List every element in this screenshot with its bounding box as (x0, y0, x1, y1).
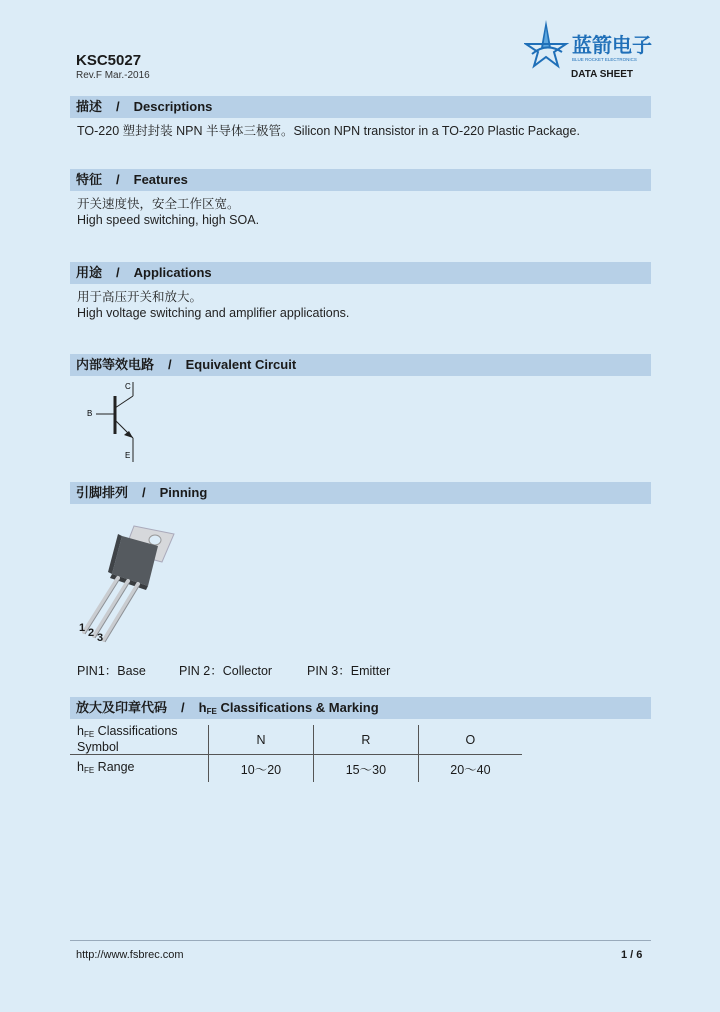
section-en-rest: Classifications & Marking (216, 700, 379, 715)
descriptions-text: TO-220 塑封封装 NPN 半导体三极管。Silicon NPN transistor in a TO-220 Plastic Package. (77, 124, 580, 138)
brand-logo (524, 18, 654, 70)
section-en-sub: FE (206, 707, 217, 716)
section-classification-header (70, 697, 651, 719)
pin-number-2: 2 (88, 627, 95, 639)
section-en-prefix: h (198, 700, 207, 715)
section-en: Descriptions (133, 99, 213, 114)
footer-url-link[interactable]: http://www.fsbrec.com (76, 949, 184, 961)
collector-label: C (125, 382, 131, 391)
applications-text-cn: 用于高压开关和放大。 (77, 290, 203, 304)
label-h: h (77, 759, 84, 774)
revision: Rev.F Mar.-2016 (76, 70, 150, 81)
section-en: Applications (133, 265, 212, 280)
section-cn: 引脚排列 (76, 485, 129, 500)
features-text-cn: 开关速度快，安全工作区宽。 (77, 197, 240, 211)
section-applications-header (70, 262, 651, 284)
label-sub: FE (83, 765, 95, 775)
section-cn: 放大及印章代码 (76, 700, 168, 715)
pin-number-3: 3 (97, 632, 104, 644)
pin-number-1: 1 (79, 622, 86, 634)
section-circuit-header (70, 354, 651, 376)
section-en: Pinning (159, 485, 208, 500)
section-cn: 内部等效电路 (76, 357, 155, 372)
pin1-label: PIN1：Base (77, 664, 146, 678)
section-sep: / (168, 357, 172, 372)
doc-type: DATA SHEET (571, 69, 634, 80)
label-h: h (77, 724, 84, 738)
applications-text-en: High voltage switching and amplifier applications. (77, 306, 350, 320)
section-en: Features (133, 172, 188, 187)
table-row (70, 755, 522, 783)
section-sep: / (116, 172, 120, 187)
features-text-en: High speed switching, high SOA. (77, 213, 260, 227)
section-pinning-header (70, 482, 651, 504)
row-label-symbol (70, 725, 209, 755)
table-cell: O (418, 725, 522, 755)
section-cn: 用途 (76, 265, 103, 280)
section-cn: 描述 (76, 99, 103, 114)
label-rest: Range (94, 759, 135, 774)
brand-subtitle: BLUE ROCKET ELECTRONICS (572, 57, 637, 62)
section-cn: 特征 (76, 172, 103, 187)
brand-name: 蓝箭电子 (572, 33, 652, 57)
pin3-label: PIN 3：Emitter (307, 664, 391, 678)
table-cell: N (209, 725, 314, 755)
table-cell: 15～30 (313, 755, 418, 783)
part-number: KSC5027 (76, 52, 142, 69)
emitter-label: E (125, 451, 131, 460)
hfe-classification-table (70, 725, 522, 782)
label-rest: Classifications Symbol (77, 724, 178, 754)
page-number: 1 / 6 (621, 949, 643, 961)
section-features-header (70, 169, 651, 191)
section-sep: / (181, 700, 185, 715)
table-cell: 20～40 (418, 755, 522, 783)
rocket-icon (526, 20, 566, 66)
row-label-range (70, 755, 209, 783)
table-row (70, 725, 522, 755)
section-descriptions-header (70, 96, 651, 118)
label-sub: FE (83, 730, 95, 739)
base-label: B (87, 409, 93, 418)
table-cell: R (313, 725, 418, 755)
table-cell: 10～20 (209, 755, 314, 783)
section-en: Equivalent Circuit (185, 357, 297, 372)
pin2-label: PIN 2：Collector (179, 664, 273, 678)
section-sep: / (116, 99, 120, 114)
section-sep: / (116, 265, 120, 280)
npn-transistor-symbol (80, 376, 160, 466)
section-sep: / (142, 485, 146, 500)
footer-divider (70, 940, 651, 941)
